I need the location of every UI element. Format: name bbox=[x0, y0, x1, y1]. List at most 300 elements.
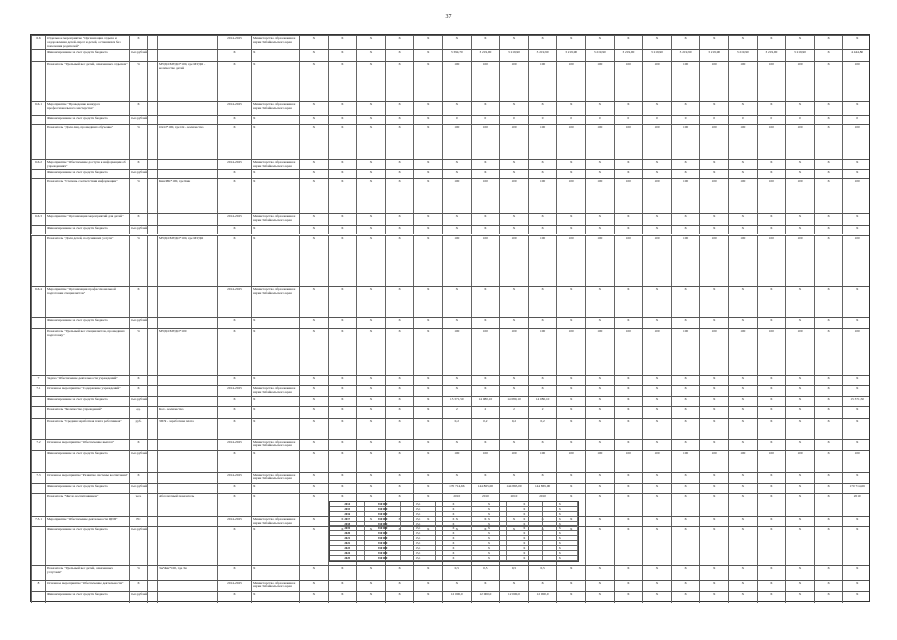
row-value-cell: X bbox=[413, 419, 442, 439]
row-value-cell: 100 bbox=[757, 62, 786, 101]
subtable-cell: 15,1 bbox=[401, 502, 436, 506]
row-value-cell: X bbox=[785, 527, 814, 566]
row-value-cell: X bbox=[614, 494, 643, 516]
row-value-cell: X bbox=[299, 179, 328, 213]
row-value-cell: 100 bbox=[671, 451, 700, 471]
yearly-subtable bbox=[329, 501, 579, 562]
row-name-cell: Показатель "Доля лиц, прошедших обучение" bbox=[45, 125, 129, 159]
row-unit-cell: тыс.рублей bbox=[129, 484, 147, 492]
row-name-cell: Финансирование за счет средств бюджета bbox=[45, 592, 129, 603]
row-value-cell: X bbox=[785, 376, 814, 384]
row-indicator-cell bbox=[157, 451, 217, 471]
subtable-cell: X bbox=[472, 502, 507, 506]
subtable-cell: 2015 bbox=[330, 507, 365, 511]
row-value-cell: X bbox=[328, 419, 357, 439]
row-value-cell: X bbox=[356, 62, 385, 101]
row-value-cell: X bbox=[842, 287, 871, 317]
row-value-cell: X bbox=[699, 214, 728, 225]
row-term-cell: 2014-2025 bbox=[217, 287, 251, 317]
row-value-cell: X bbox=[442, 318, 471, 329]
row-value-cell: X bbox=[385, 236, 414, 287]
row-indicator-cell bbox=[157, 116, 217, 124]
row-value-cell: X bbox=[356, 102, 385, 115]
subtable-cell: 2023 bbox=[330, 546, 365, 550]
row-value-cell: X bbox=[556, 527, 585, 566]
row-unit-cell: X bbox=[129, 581, 147, 592]
table-row bbox=[31, 213, 869, 225]
subtable-cell: X bbox=[507, 502, 542, 506]
row-value-cell: X bbox=[556, 484, 585, 492]
row-name-cell: Задача "Обеспечение деятельности учреждений" bbox=[45, 376, 129, 384]
row-value-cell: 0 bbox=[642, 116, 671, 124]
row-executor-cell: Министерство образования и науки Забайкальского края bbox=[251, 440, 299, 451]
row-value-cell: X bbox=[328, 581, 357, 592]
row-value-cell: X bbox=[442, 376, 471, 384]
row-indicator-cell: МУДО/МУДО*100, где МУДО bbox=[157, 236, 217, 287]
row-value-cell: X bbox=[757, 581, 786, 592]
row-value-cell: X bbox=[356, 397, 385, 405]
row-value-cell: 2010 bbox=[842, 494, 871, 516]
row-value-cell: 12 000,0 bbox=[442, 592, 471, 603]
row-value-cell: X bbox=[356, 329, 385, 375]
row-indicator-cell bbox=[157, 517, 217, 525]
row-executor-cell: Министерство образования и науки Забайкальского края bbox=[251, 287, 299, 317]
row-value-cell: 100 bbox=[842, 329, 871, 375]
row-number-cell: 8 bbox=[31, 581, 45, 592]
row-unit-cell: тыс.рублей bbox=[129, 527, 147, 566]
row-number-cell bbox=[31, 592, 45, 603]
row-value-cell: X bbox=[413, 125, 442, 159]
row-value-cell: 0 bbox=[671, 116, 700, 124]
row-value-cell: 12 000,0 bbox=[528, 592, 557, 603]
row-executor-cell: X bbox=[251, 226, 299, 234]
row-value-cell: X bbox=[413, 451, 442, 471]
row-value-cell: X bbox=[413, 397, 442, 405]
row-value-cell: X bbox=[528, 376, 557, 384]
row-value-cell: X bbox=[299, 419, 328, 439]
row-unit-cell: % bbox=[129, 62, 147, 101]
row-value-cell: X bbox=[814, 527, 843, 566]
table-row bbox=[31, 49, 869, 61]
row-name-cell: Финансирование за счет средств бюджета bbox=[45, 527, 129, 566]
row-number-cell bbox=[31, 236, 45, 287]
row-value-cell: X bbox=[385, 419, 414, 439]
row-value-cell: X bbox=[785, 581, 814, 592]
row-value-cell: X bbox=[328, 527, 357, 566]
row-value-cell: X bbox=[671, 419, 700, 439]
row-value-cell: X bbox=[299, 376, 328, 384]
row-value-cell: 100 bbox=[499, 329, 528, 375]
subtable-cell: X bbox=[543, 551, 578, 555]
row-number-cell bbox=[31, 397, 45, 405]
row-value-cell: X bbox=[671, 407, 700, 418]
row-executor-cell: X bbox=[251, 451, 299, 471]
row-value-cell: X bbox=[471, 581, 500, 592]
row-value-cell: X bbox=[413, 62, 442, 101]
row-base-cell bbox=[147, 451, 157, 471]
row-value-cell: 0 bbox=[528, 116, 557, 124]
row-number-cell bbox=[31, 170, 45, 178]
row-number-cell bbox=[31, 179, 45, 213]
row-value-cell: 0 bbox=[556, 116, 585, 124]
row-value-cell: X bbox=[442, 386, 471, 397]
row-value-cell: X bbox=[814, 407, 843, 418]
subtable-cell: X bbox=[507, 512, 542, 516]
row-unit-cell: ЕС bbox=[129, 517, 147, 525]
row-value-cell: X bbox=[385, 50, 414, 61]
subtable-cell: 15,1 bbox=[401, 551, 436, 555]
row-value-cell: X bbox=[728, 494, 757, 516]
row-value-cell: 100 bbox=[785, 451, 814, 471]
subtable-cell: 15,1 bbox=[401, 536, 436, 540]
row-value-cell: X bbox=[671, 287, 700, 317]
row-executor-cell: Министерство образования и науки Забайкальского края bbox=[251, 102, 299, 115]
subtable-cell: X bbox=[436, 526, 471, 530]
table-row bbox=[31, 235, 869, 287]
row-value-cell: X bbox=[356, 581, 385, 592]
row-value-cell: X bbox=[842, 214, 871, 225]
row-indicator-cell bbox=[157, 397, 217, 405]
row-value-cell: 100 bbox=[499, 451, 528, 471]
row-value-cell: 0 bbox=[499, 116, 528, 124]
row-value-cell: X bbox=[385, 376, 414, 384]
subtable-cell: 2017 bbox=[330, 517, 365, 521]
subtable-cell: 350 000 bbox=[365, 551, 400, 555]
table-row bbox=[31, 439, 869, 451]
row-value-cell: X bbox=[728, 214, 757, 225]
row-indicator-cell: ЗП/Ч - заработная плата bbox=[157, 419, 217, 439]
row-value-cell: X bbox=[413, 581, 442, 592]
row-value-cell: X bbox=[385, 287, 414, 317]
row-value-cell: 100 bbox=[585, 125, 614, 159]
row-base-cell bbox=[147, 527, 157, 566]
row-value-cell: X bbox=[585, 318, 614, 329]
row-value-cell: 3 219,90 bbox=[499, 50, 528, 61]
row-value-cell: X bbox=[299, 592, 328, 603]
row-value-cell: X bbox=[471, 386, 500, 397]
row-value-cell: X bbox=[585, 592, 614, 603]
row-value-cell: X bbox=[356, 451, 385, 471]
row-value-cell: X bbox=[556, 36, 585, 49]
row-value-cell: X bbox=[299, 318, 328, 329]
row-value-cell: X bbox=[328, 329, 357, 375]
row-value-cell: X bbox=[671, 160, 700, 168]
row-base-cell bbox=[147, 160, 157, 168]
row-value-cell: 100 bbox=[671, 125, 700, 159]
row-value-cell: X bbox=[528, 170, 557, 178]
row-value-cell: X bbox=[556, 287, 585, 317]
row-term-cell: 2014-2025 bbox=[217, 386, 251, 397]
row-value-cell: X bbox=[471, 440, 500, 451]
row-value-cell: X bbox=[642, 407, 671, 418]
row-value-cell: X bbox=[556, 386, 585, 397]
row-value-cell: X bbox=[614, 397, 643, 405]
row-value-cell: X bbox=[556, 494, 585, 516]
row-value-cell: X bbox=[785, 287, 814, 317]
row-value-cell: X bbox=[356, 236, 385, 287]
row-executor-cell: X bbox=[251, 62, 299, 101]
row-value-cell: X bbox=[356, 494, 385, 516]
subtable-cell: X bbox=[507, 526, 542, 530]
subtable-cell: 15,1 bbox=[401, 517, 436, 521]
row-value-cell: X bbox=[814, 102, 843, 115]
row-base-cell bbox=[147, 170, 157, 178]
row-unit-cell: X bbox=[129, 386, 147, 397]
row-value-cell: X bbox=[671, 473, 700, 484]
row-value-cell: 3 219,90 bbox=[528, 50, 557, 61]
subtable-cell: X bbox=[436, 551, 471, 555]
row-value-cell: X bbox=[556, 214, 585, 225]
subtable-cell: X bbox=[436, 517, 471, 521]
row-value-cell: 3 219,90 bbox=[757, 50, 786, 61]
row-value-cell: 100 bbox=[614, 125, 643, 159]
row-number-cell: 7.1 bbox=[31, 386, 45, 397]
row-value-cell: X bbox=[728, 397, 757, 405]
row-value-cell: X bbox=[728, 440, 757, 451]
row-unit-cell: X bbox=[129, 376, 147, 384]
row-value-cell: X bbox=[328, 592, 357, 603]
row-value-cell: X bbox=[356, 318, 385, 329]
row-value-cell: X bbox=[642, 397, 671, 405]
row-value-cell: X bbox=[385, 494, 414, 516]
row-indicator-cell bbox=[157, 36, 217, 49]
subtable-cell: X bbox=[543, 556, 578, 560]
row-unit-cell: тыс.рублей bbox=[129, 226, 147, 234]
row-name-cell: Финансирование за счет средств бюджета bbox=[45, 116, 129, 124]
row-number-cell bbox=[31, 566, 45, 579]
row-value-cell: X bbox=[328, 214, 357, 225]
row-number-cell: 6.6 bbox=[31, 36, 45, 49]
row-value-cell: X bbox=[528, 517, 557, 525]
row-value-cell: X bbox=[442, 36, 471, 49]
row-executor-cell: Министерство образования и науки Забайкальского края bbox=[251, 214, 299, 225]
table-row bbox=[31, 101, 869, 115]
row-value-cell: X bbox=[671, 592, 700, 603]
row-value-cell: X bbox=[556, 517, 585, 525]
row-value-cell: X bbox=[299, 527, 328, 566]
row-value-cell: X bbox=[757, 397, 786, 405]
row-value-cell: X bbox=[499, 226, 528, 234]
row-value-cell: X bbox=[528, 102, 557, 115]
row-value-cell: X bbox=[842, 318, 871, 329]
row-value-cell: X bbox=[785, 36, 814, 49]
row-executor-cell: X bbox=[251, 318, 299, 329]
row-value-cell: 100 bbox=[699, 329, 728, 375]
row-number-cell bbox=[31, 318, 45, 329]
row-executor-cell: X bbox=[251, 50, 299, 61]
row-unit-cell: чел. bbox=[129, 494, 147, 516]
row-unit-cell: X bbox=[129, 440, 147, 451]
row-value-cell: X bbox=[385, 116, 414, 124]
row-base-cell bbox=[147, 179, 157, 213]
subtable-cell: X bbox=[472, 507, 507, 511]
row-value-cell: X bbox=[556, 440, 585, 451]
row-value-cell: X bbox=[499, 170, 528, 178]
row-value-cell: X bbox=[356, 170, 385, 178]
row-unit-cell: % bbox=[129, 236, 147, 287]
row-executor-cell: X bbox=[251, 419, 299, 439]
row-value-cell: X bbox=[642, 440, 671, 451]
row-value-cell: X bbox=[413, 407, 442, 418]
row-value-cell: X bbox=[842, 160, 871, 168]
row-value-cell: X bbox=[671, 581, 700, 592]
row-value-cell: X bbox=[299, 386, 328, 397]
row-value-cell: X bbox=[642, 214, 671, 225]
subtable-cell: X bbox=[507, 546, 542, 550]
row-value-cell: X bbox=[814, 214, 843, 225]
row-executor-cell: X bbox=[251, 592, 299, 603]
row-value-cell: X bbox=[614, 527, 643, 566]
row-value-cell: 100 bbox=[528, 179, 557, 213]
row-value-cell: X bbox=[413, 287, 442, 317]
subtable-cell: 350 000 bbox=[365, 512, 400, 516]
row-base-cell bbox=[147, 214, 157, 225]
row-value-cell: X bbox=[614, 386, 643, 397]
row-value-cell: 100 bbox=[528, 236, 557, 287]
row-value-cell: 100 bbox=[842, 62, 871, 101]
subtable-cell: X bbox=[436, 522, 471, 526]
row-value-cell: X bbox=[328, 102, 357, 115]
document-table bbox=[30, 34, 870, 602]
row-value-cell: X bbox=[642, 160, 671, 168]
row-value-cell: X bbox=[499, 473, 528, 484]
row-value-cell: X bbox=[328, 160, 357, 168]
row-value-cell: X bbox=[814, 517, 843, 525]
row-term-cell: X bbox=[217, 329, 251, 375]
row-value-cell: X bbox=[442, 440, 471, 451]
row-value-cell: 100 bbox=[442, 125, 471, 159]
row-value-cell: X bbox=[585, 287, 614, 317]
row-value-cell: X bbox=[842, 419, 871, 439]
row-value-cell: X bbox=[785, 386, 814, 397]
row-base-cell bbox=[147, 517, 157, 525]
row-value-cell: X bbox=[442, 581, 471, 592]
row-executor-cell: X bbox=[251, 397, 299, 405]
row-executor-cell: X bbox=[251, 527, 299, 566]
row-value-cell: X bbox=[356, 125, 385, 159]
row-value-cell: X bbox=[614, 592, 643, 603]
row-value-cell: X bbox=[356, 517, 385, 525]
row-base-cell bbox=[147, 440, 157, 451]
row-value-cell: X bbox=[385, 581, 414, 592]
row-base-cell bbox=[147, 102, 157, 115]
row-number-cell bbox=[31, 116, 45, 124]
row-value-cell: 100 bbox=[785, 179, 814, 213]
row-unit-cell: X bbox=[129, 160, 147, 168]
row-value-cell: X bbox=[442, 527, 471, 566]
row-number-cell: 7.3 bbox=[31, 473, 45, 484]
row-value-cell: X bbox=[842, 36, 871, 49]
row-base-cell bbox=[147, 287, 157, 317]
row-value-cell: X bbox=[385, 36, 414, 49]
row-indicator-cell: Кол - количество bbox=[157, 407, 217, 418]
row-value-cell: X bbox=[356, 50, 385, 61]
row-indicator-cell bbox=[157, 527, 217, 566]
row-value-cell: 100 bbox=[699, 451, 728, 471]
table-row bbox=[31, 472, 869, 484]
row-value-cell: X bbox=[413, 566, 442, 579]
row-value-cell: X bbox=[413, 102, 442, 115]
row-value-cell: X bbox=[585, 160, 614, 168]
row-value-cell: X bbox=[585, 419, 614, 439]
table-row bbox=[31, 225, 869, 234]
row-value-cell: X bbox=[299, 566, 328, 579]
row-value-cell: 100 bbox=[499, 62, 528, 101]
row-term-cell: X bbox=[217, 397, 251, 405]
row-value-cell: X bbox=[614, 581, 643, 592]
row-value-cell: X bbox=[528, 440, 557, 451]
row-value-cell: X bbox=[757, 214, 786, 225]
row-value-cell: 100 bbox=[728, 236, 757, 287]
row-value-cell: 100 bbox=[499, 236, 528, 287]
row-value-cell: X bbox=[757, 527, 786, 566]
row-value-cell: 100 bbox=[442, 236, 471, 287]
row-base-cell bbox=[147, 386, 157, 397]
row-value-cell: X bbox=[356, 592, 385, 603]
row-value-cell: X bbox=[385, 160, 414, 168]
row-value-cell: 100 bbox=[842, 125, 871, 159]
row-indicator-cell bbox=[157, 287, 217, 317]
row-value-cell: X bbox=[642, 386, 671, 397]
row-value-cell: 100 bbox=[471, 236, 500, 287]
row-term-cell: 2014-2025 bbox=[217, 517, 251, 525]
row-value-cell: 100 bbox=[528, 451, 557, 471]
row-value-cell: X bbox=[385, 386, 414, 397]
row-value-cell: X bbox=[642, 517, 671, 525]
row-value-cell: X bbox=[757, 407, 786, 418]
row-value-cell: X bbox=[556, 419, 585, 439]
row-value-cell: X bbox=[814, 226, 843, 234]
row-value-cell: 3 219,90 bbox=[642, 50, 671, 61]
row-value-cell: X bbox=[471, 527, 500, 566]
subtable-cell: X bbox=[507, 536, 542, 540]
subtable-cell: 2025 bbox=[330, 556, 365, 560]
row-value-cell: X bbox=[699, 419, 728, 439]
subtable-cell: X bbox=[472, 517, 507, 521]
row-value-cell: 100 bbox=[785, 236, 814, 287]
row-base-cell bbox=[147, 484, 157, 492]
row-value-cell: 100 bbox=[728, 179, 757, 213]
row-value-cell: X bbox=[728, 226, 757, 234]
row-value-cell: X bbox=[814, 566, 843, 579]
row-term-cell: X bbox=[217, 407, 251, 418]
row-value-cell: X bbox=[328, 517, 357, 525]
row-value-cell: X bbox=[642, 566, 671, 579]
row-indicator-cell: Зн/Чнн*100, где Зн bbox=[157, 566, 217, 579]
table-row bbox=[31, 450, 869, 471]
row-value-cell: X bbox=[499, 527, 528, 566]
row-value-cell: X bbox=[299, 170, 328, 178]
row-value-cell: X bbox=[356, 484, 385, 492]
row-indicator-cell bbox=[157, 160, 217, 168]
row-value-cell: X bbox=[785, 484, 814, 492]
row-term-cell: 2014-2025 bbox=[217, 36, 251, 49]
row-name-cell: Мероприятие "Организация мероприятий для детей" bbox=[45, 214, 129, 225]
row-name-cell: Показатель "Удельный вес детей, охваченных услугами" bbox=[45, 566, 129, 579]
row-value-cell: X bbox=[556, 397, 585, 405]
row-value-cell: X bbox=[699, 36, 728, 49]
row-value-cell: X bbox=[299, 473, 328, 484]
row-value-cell: X bbox=[499, 517, 528, 525]
row-value-cell: X bbox=[585, 102, 614, 115]
row-value-cell: 100 bbox=[442, 329, 471, 375]
row-value-cell: X bbox=[814, 179, 843, 213]
row-value-cell: 100 bbox=[556, 236, 585, 287]
row-value-cell: 0 bbox=[614, 116, 643, 124]
table-row bbox=[31, 178, 869, 213]
row-value-cell: X bbox=[614, 473, 643, 484]
row-value-cell: 100 bbox=[728, 62, 757, 101]
